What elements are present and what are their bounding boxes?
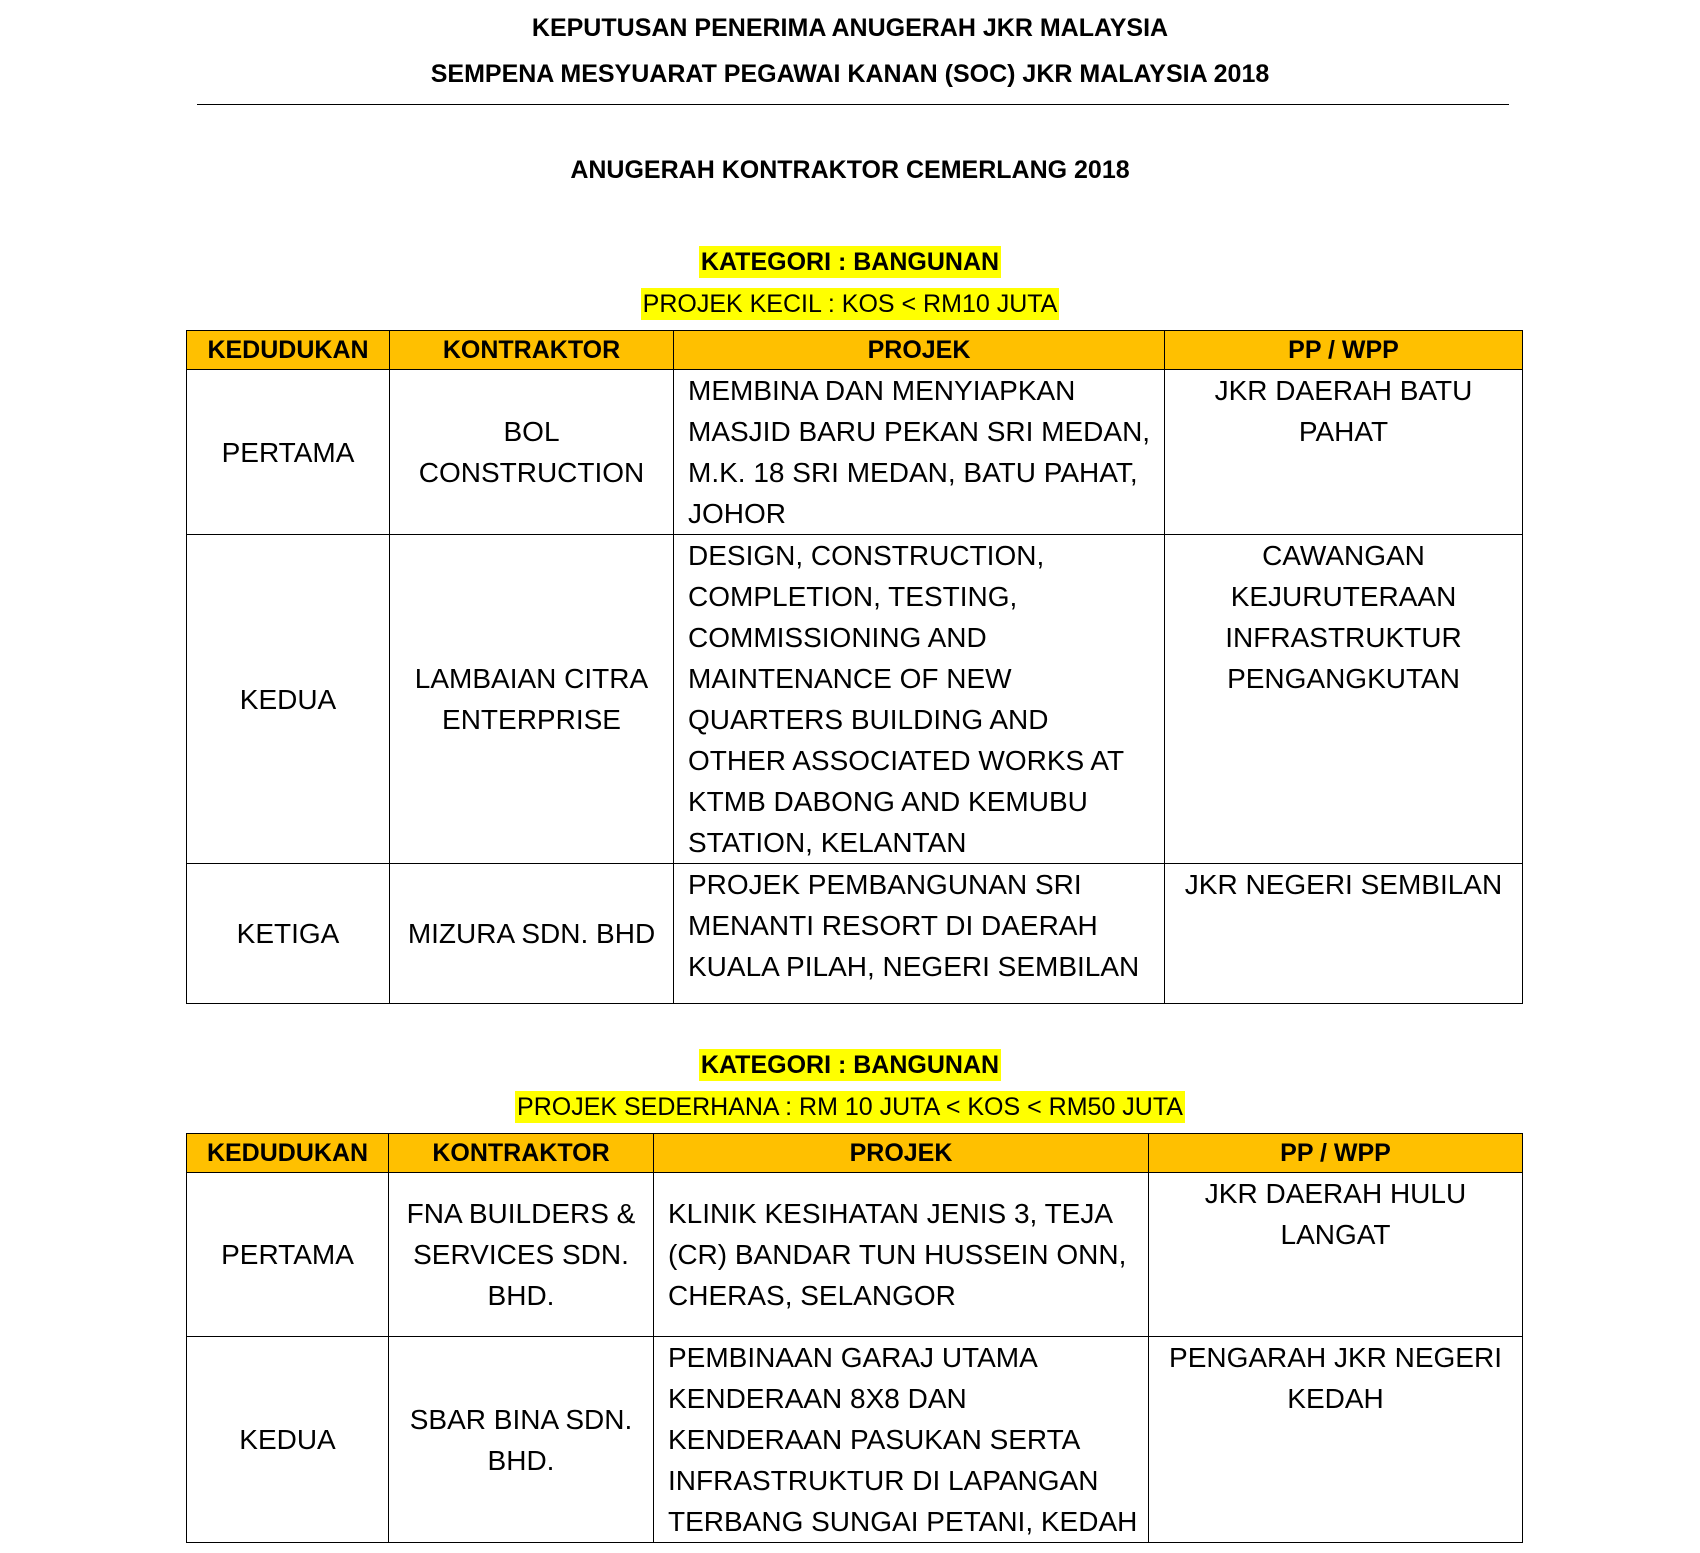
rank-cell: PERTAMA [187, 370, 390, 535]
column-header-pp-wpp: PP / WPP [1165, 331, 1523, 370]
category-label: KATEGORI : BANGUNAN [700, 248, 1000, 276]
subcategory-label: PROJEK KECIL : KOS < RM10 JUTA [642, 290, 1058, 318]
section-kecil-heading [0, 241, 1700, 325]
office-cell: JKR NEGERI SEMBILAN [1165, 864, 1523, 1004]
office-cell: JKR DAERAH BATU PAHAT [1165, 370, 1523, 535]
project-cell: KLINIK KESIHATAN JENIS 3, TEJA (CR) BANDAR TUN HUSSEIN ONN, CHERAS, SELANGOR [654, 1173, 1149, 1337]
project-cell: MEMBINA DAN MENYIAPKAN MASJID BARU PEKAN SRI MEDAN, M.K. 18 SRI MEDAN, BATU PAHAT, JOHOR [674, 370, 1165, 535]
table-row [187, 1173, 1523, 1337]
column-header-projek: PROJEK [674, 331, 1165, 370]
table-row [187, 1337, 1523, 1543]
column-header-projek: PROJEK [654, 1134, 1149, 1173]
column-header-kontraktor: KONTRAKTOR [390, 331, 674, 370]
column-header-kedudukan: KEDUDUKAN [187, 1134, 389, 1173]
awards-table-sederhana [186, 1133, 1523, 1543]
table-row [187, 864, 1523, 1004]
contractor-cell: MIZURA SDN. BHD [390, 864, 674, 1004]
table-row [187, 535, 1523, 864]
section-sederhana-heading [0, 1044, 1700, 1128]
rank-cell: KEDUA [187, 535, 390, 864]
page-title-line-2: SEMPENA MESYUARAT PEGAWAI KANAN (SOC) JKR MALAYSIA 2018 [430, 60, 1270, 88]
table-header-row [187, 331, 1523, 370]
page-title-line-1: KEPUTUSAN PENERIMA ANUGERAH JKR MALAYSIA [531, 14, 1169, 42]
column-header-kontraktor: KONTRAKTOR [389, 1134, 654, 1173]
office-cell: PENGARAH JKR NEGERI KEDAH [1149, 1337, 1523, 1543]
rank-cell: KEDUA [187, 1337, 389, 1543]
contractor-cell: SBAR BINA SDN. BHD. [389, 1337, 654, 1543]
award-title: ANUGERAH KONTRAKTOR CEMERLANG 2018 [570, 156, 1130, 184]
project-cell: DESIGN, CONSTRUCTION, COMPLETION, TESTING, COMMISSIONING AND MAINTENANCE OF NEW QUARTERS BUILDING AND OTHER ASSOCIATED WORKS AT KTMB DABONG AND KEMUBU STATION, KELANTAN [674, 535, 1165, 864]
awards-table-kecil [186, 330, 1523, 1004]
contractor-cell: FNA BUILDERS & SERVICES SDN. BHD. [389, 1173, 654, 1337]
office-cell: CAWANGAN KEJURUTERAAN INFRASTRUKTUR PENGANGKUTAN [1165, 535, 1523, 864]
table-row [187, 370, 1523, 535]
project-cell: PROJEK PEMBANGUNAN SRI MENANTI RESORT DI DAERAH KUALA PILAH, NEGERI SEMBILAN [674, 864, 1165, 1004]
table-header-row [187, 1134, 1523, 1173]
category-label: KATEGORI : BANGUNAN [700, 1051, 1000, 1079]
contractor-cell: LAMBAIAN CITRA ENTERPRISE [390, 535, 674, 864]
office-cell: JKR DAERAH HULU LANGAT [1149, 1173, 1523, 1337]
contractor-cell: BOL CONSTRUCTION [390, 370, 674, 535]
column-header-pp-wpp: PP / WPP [1149, 1134, 1523, 1173]
column-header-kedudukan: KEDUDUKAN [187, 331, 390, 370]
subcategory-label: PROJEK SEDERHANA : RM 10 JUTA < KOS < RM50 JUTA [517, 1093, 1183, 1121]
project-cell: PEMBINAAN GARAJ UTAMA KENDERAAN 8X8 DAN KENDERAAN PASUKAN SERTA INFRASTRUKTUR DI LAPANGAN TERBANG SUNGAI PETANI, KEDAH [654, 1337, 1149, 1543]
rank-cell: KETIGA [187, 864, 390, 1004]
rank-cell: PERTAMA [187, 1173, 389, 1337]
title-divider [197, 104, 1509, 105]
